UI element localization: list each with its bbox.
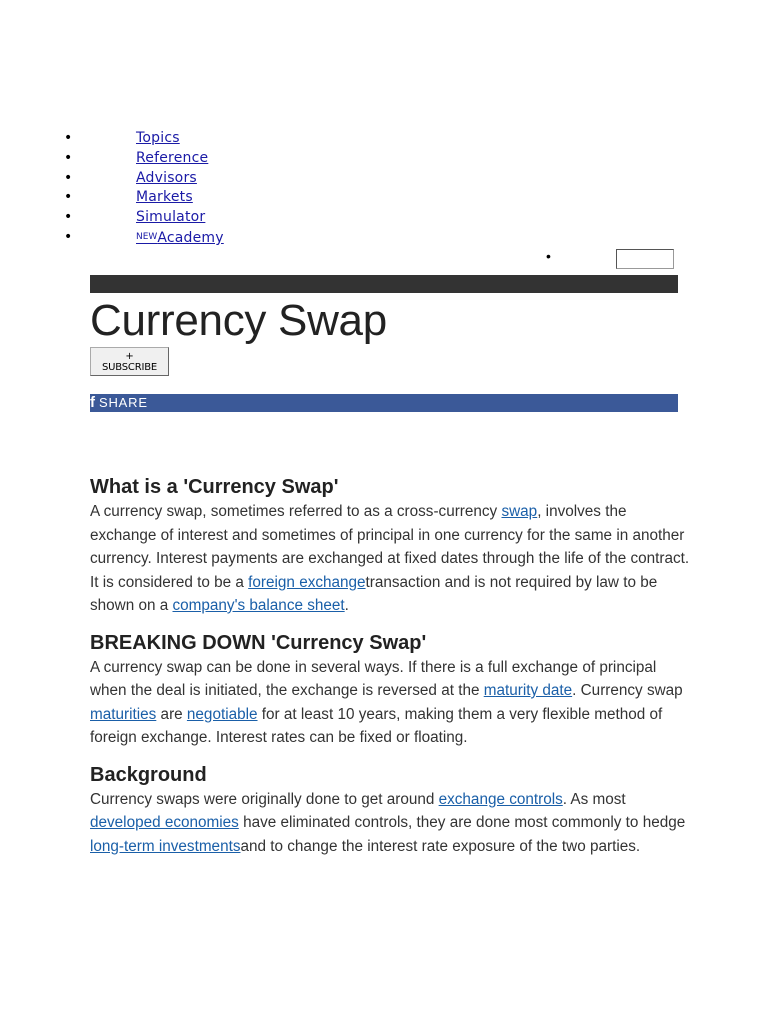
link-long-term-investments[interactable]: long-term investments [90, 837, 241, 855]
bullet-icon: • [64, 228, 73, 245]
text-run: transaction and is not required by law to be shown on a [90, 573, 658, 614]
section-heading: What is a 'Currency Swap' [90, 476, 339, 498]
facebook-icon: f [90, 394, 95, 411]
share-label: SHARE [99, 395, 148, 410]
nav-link-topics[interactable]: Topics [136, 130, 180, 146]
nav-link-reference[interactable]: Reference [136, 149, 209, 166]
text-run: and to change the interest rate exposure of the two parties. [240, 837, 641, 855]
nav-link-advisors[interactable]: Advisors [136, 169, 197, 186]
header-bar [90, 275, 678, 293]
text-run: for at least 10 years, making them a very flexible method of foreign exchange. Interest rates can be fixed or floating. [90, 705, 663, 746]
facebook-share-button[interactable] [90, 394, 678, 412]
text-run: A currency swap, sometimes referred to as a cross-currency [90, 503, 502, 520]
text-run: A currency swap can be done in several ways. If there is a full exchange of principal when the deal is initiated, the exchange is reversed at the [90, 658, 657, 699]
link-developed-economies[interactable]: developed economies [90, 814, 239, 831]
bullet-icon: • [64, 209, 73, 226]
bullet-icon: • [64, 130, 73, 146]
section-what-is [90, 474, 690, 618]
nav-link-academy[interactable] [136, 227, 224, 248]
bullet-icon: • [64, 169, 73, 186]
section-paragraph [90, 788, 690, 859]
new-badge: NEW [136, 231, 158, 242]
text-run: . As most [562, 790, 626, 808]
link-maturity-date[interactable]: maturity date [483, 682, 573, 699]
article-body [90, 474, 690, 858]
link-balance-sheet[interactable]: company's balance sheet [172, 597, 345, 614]
section-paragraph [90, 656, 690, 750]
text-run: are [156, 705, 187, 723]
link-maturities[interactable]: maturities [90, 705, 157, 723]
text-run: have eliminated controls, they are done most commonly to hedge [238, 814, 686, 831]
section-breaking-down [90, 630, 690, 750]
nav-link-academy-label: Academy [157, 229, 224, 246]
nav-link-markets[interactable]: Markets [136, 189, 193, 206]
section-heading: BREAKING DOWN 'Currency Swap' [90, 631, 427, 654]
text-run: , involves the exchange of interest and sometimes of principal in one currency for the same in another currency. Interest payments are exchanged at fixed dates through the life of the contract. It is considered to be a [90, 503, 690, 591]
link-swap[interactable]: swap [501, 503, 538, 520]
text-run: . [344, 597, 349, 614]
nav-link-simulator[interactable]: Simulator [136, 209, 206, 226]
link-negotiable[interactable]: negotiable [186, 705, 258, 723]
section-background [90, 762, 690, 859]
subscribe-button[interactable]: + SUBSCRIBE [90, 347, 169, 376]
text-run: Currency swaps were originally done to get around [90, 790, 439, 808]
bullet-icon: • [64, 149, 73, 166]
link-foreign-exchange[interactable]: foreign exchange [248, 573, 366, 591]
bullet-icon: • [546, 248, 551, 264]
text-run: . Currency swap [572, 682, 683, 699]
link-exchange-controls[interactable]: exchange controls [438, 790, 563, 808]
bullet-icon: • [64, 189, 73, 206]
section-heading: Background [90, 763, 207, 786]
section-paragraph [90, 500, 690, 618]
search-input[interactable] [616, 249, 674, 269]
page-title: Currency Swap [90, 296, 387, 345]
